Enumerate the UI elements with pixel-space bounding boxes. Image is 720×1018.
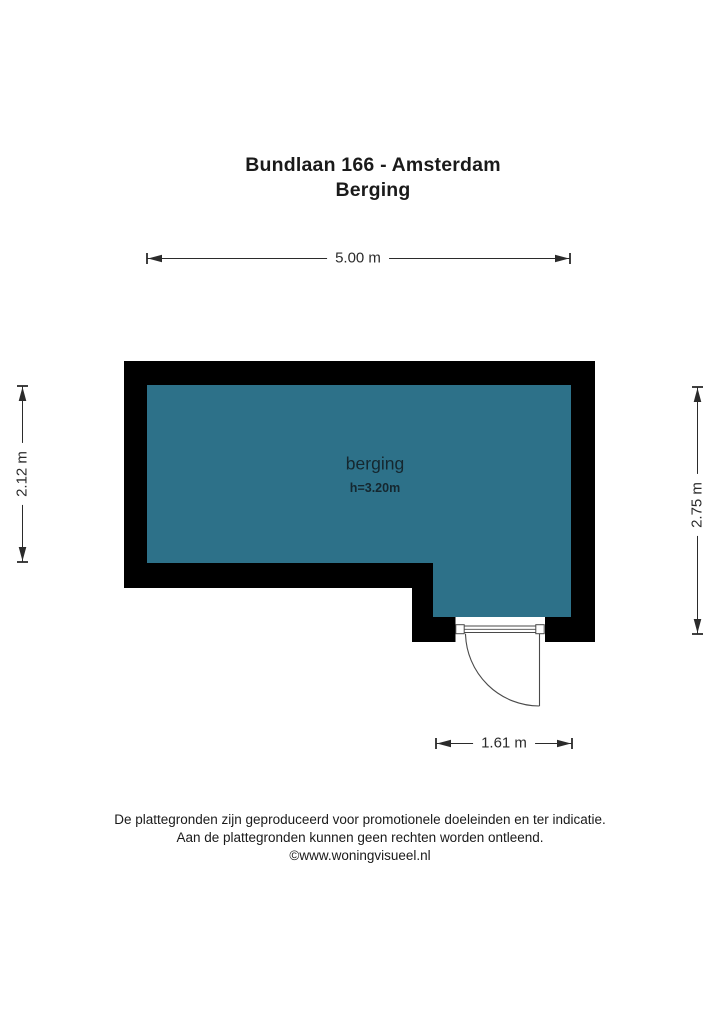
disclaimer-copyright: ©www.woningvisueel.nl bbox=[289, 848, 431, 863]
dimension-left-label: 2.12 m bbox=[14, 443, 31, 505]
disclaimer-line-2: Aan de plattegronden kunnen geen rechten worden ontleend. bbox=[176, 830, 544, 845]
dimension-bottom-label: 1.61 m bbox=[473, 735, 535, 752]
door-threshold bbox=[456, 625, 544, 634]
room-height-label: h=3.20m bbox=[349, 481, 401, 495]
door-jamb-left bbox=[456, 625, 464, 634]
room-name-label: berging bbox=[345, 453, 405, 474]
disclaimer-line-1: De plattegronden zijn geproduceerd voor promotionele doeleinden en ter indicatie. bbox=[114, 812, 606, 827]
door-swing-arc bbox=[466, 634, 540, 706]
dimension-right-label: 2.75 m bbox=[689, 474, 706, 536]
page-title: Bundlaan 166 - Amsterdam bbox=[245, 154, 501, 176]
page-subtitle: Berging bbox=[335, 178, 411, 201]
door-jamb-right bbox=[536, 625, 544, 634]
dimension-top-label: 5.00 m bbox=[327, 250, 389, 267]
disclaimer-block bbox=[114, 811, 606, 865]
